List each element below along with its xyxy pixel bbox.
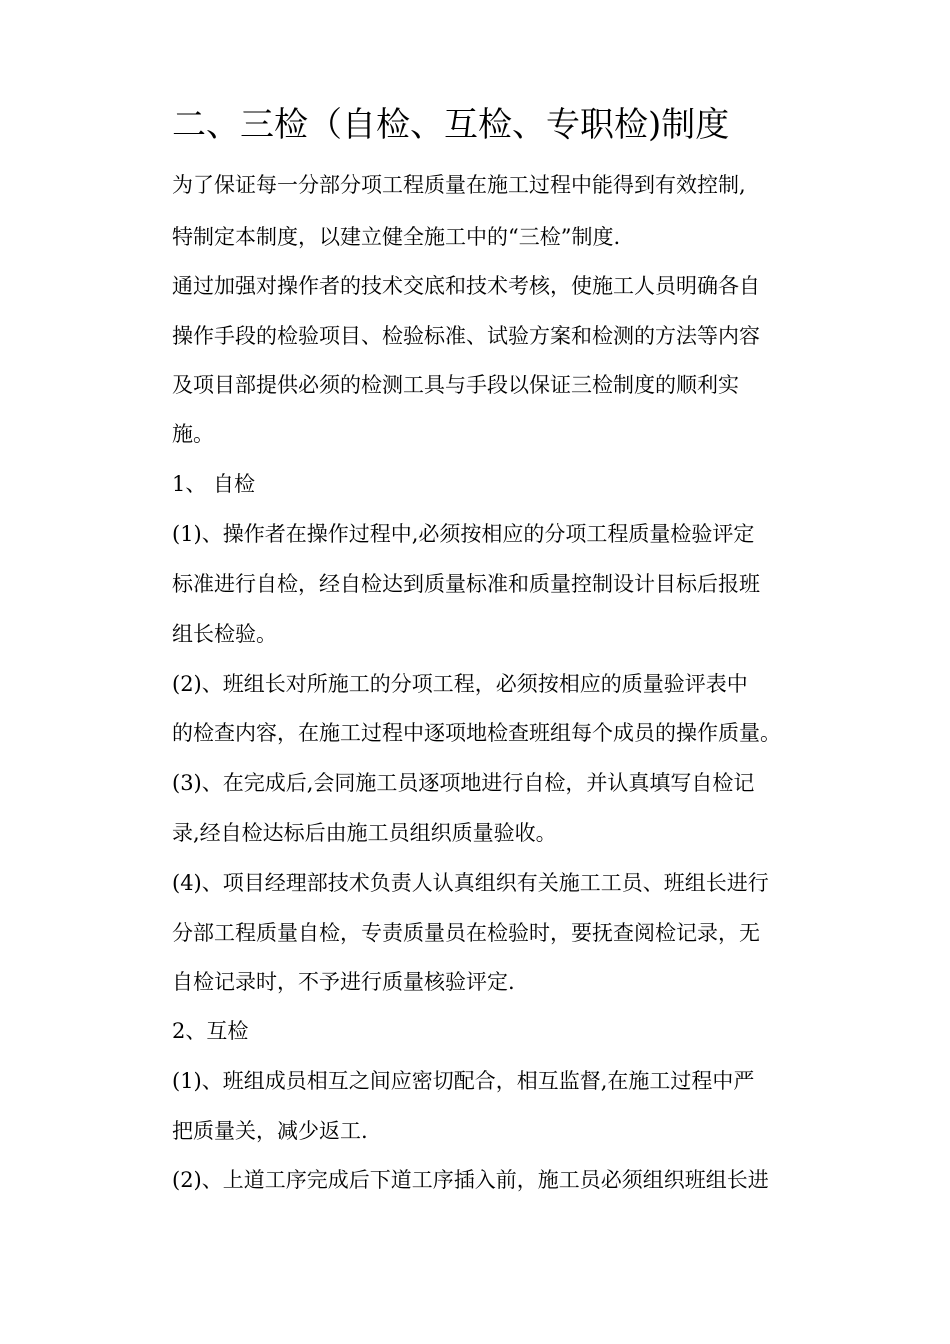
section-heading-mutual-check: 2、互检 bbox=[172, 1019, 249, 1043]
text-line-13: (3)、在完成后,会同施工员逐项地进行自检，并认真填写自检记 bbox=[172, 771, 755, 795]
text-line-12: 的检查内容，在施工过程中逐项地检查班组每个成员的操作质量。 bbox=[172, 721, 781, 745]
text-line-15: (4)、项目经理部技术负责人认真组织有关施工工员、班组长进行 bbox=[172, 871, 769, 895]
text-line-20: 把质量关，减少返工. bbox=[172, 1119, 368, 1143]
text-line-11: (2)、班组长对所施工的分项工程，必须按相应的质量验评表中 bbox=[172, 672, 748, 696]
text-line-4: 操作手段的检验项目、检验标准、试验方案和检测的方法等内容 bbox=[172, 324, 760, 348]
text-line-8: (1)、操作者在操作过程中,必须按相应的分项工程质量检验评定 bbox=[172, 522, 755, 546]
text-line-6: 施。 bbox=[172, 422, 214, 446]
text-line-9: 标准进行自检，经自检达到质量标准和质量控制设计目标后报班 bbox=[172, 572, 760, 596]
section-heading-self-check: 1、 自检 bbox=[172, 472, 256, 496]
text-line-21: (2)、上道工序完成后下道工序插入前，施工员必须组织班组长进 bbox=[172, 1168, 769, 1192]
text-line-16: 分部工程质量自检，专责质量员在检验时，要抚查阅检记录，无 bbox=[172, 921, 760, 945]
text-line-5: 及项目部提供必须的检测工具与手段以保证三检制度的顺利实 bbox=[172, 373, 739, 397]
text-line-3: 通过加强对操作者的技术交底和技术考核，使施工人员明确各自 bbox=[172, 274, 760, 298]
text-line-17: 自检记录时，不予进行质量核验评定. bbox=[172, 970, 515, 994]
text-line-1: 为了保证每一分部分项工程质量在施工过程中能得到有效控制, bbox=[172, 173, 746, 197]
page-title: 二、三检（自检、互检、专职检)制度 bbox=[172, 105, 730, 145]
text-line-2: 特制定本制度，以建立健全施工中的“三检”制度. bbox=[172, 225, 621, 249]
text-line-19: (1)、班组成员相互之间应密切配合，相互监督,在施工过程中严 bbox=[172, 1069, 755, 1093]
text-line-10: 组长检验。 bbox=[172, 622, 277, 646]
text-line-14: 录,经自检达标后由施工员组织质量验收。 bbox=[172, 821, 557, 845]
